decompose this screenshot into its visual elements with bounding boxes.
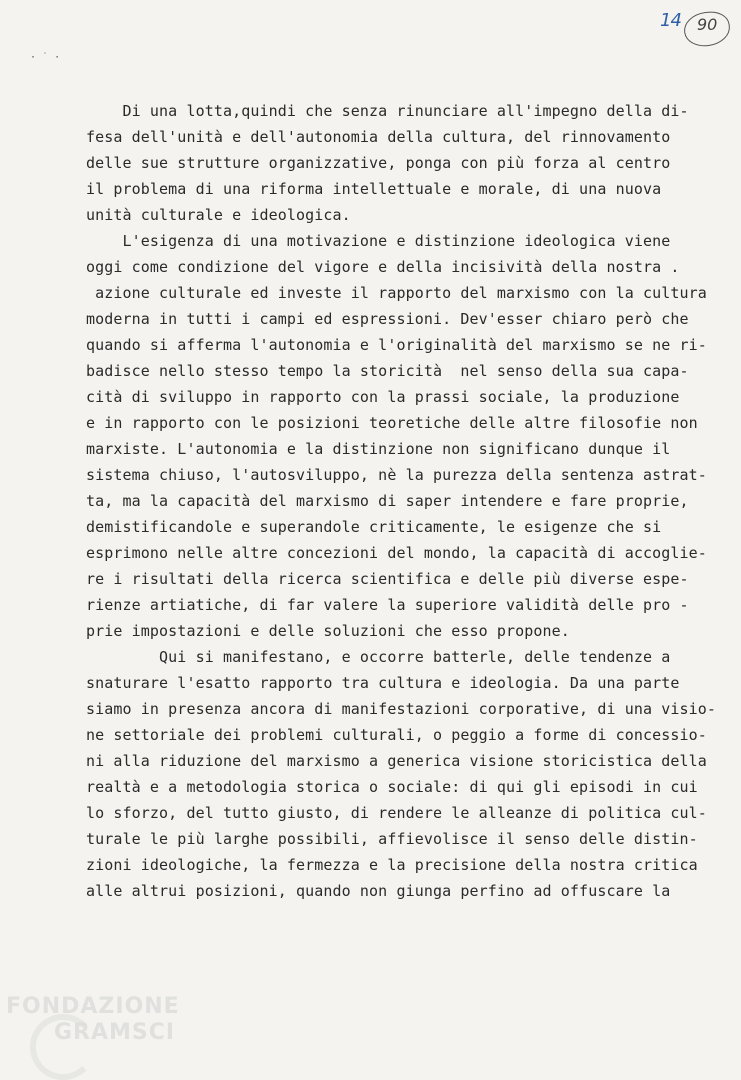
text-line-15: sistema chiuso, l'autosviluppo, nè la purezza della sentenza astrat- [86,466,707,484]
text-line-13: e in rapporto con le posizioni teoretiche delle altre filosofie non [86,414,698,432]
text-line-16: ta, ma la capacità del marxismo di saper intendere e fare proprie, [86,492,689,510]
text-line-27: realtà e a metodologia storica o sociale: di qui gli episodi in cui [86,778,698,796]
paper-specks: · ˙ · [30,52,61,63]
text-line-10: quando si afferma l'autonomia e l'originalità del marxismo se ne ri- [86,336,707,354]
text-line-30: zioni ideologiche, la fermezza e la precisione della nostra critica [86,856,698,874]
text-line-12: cità di sviluppo in rapporto con la prassi sociale, la produzione [86,388,680,406]
text-line-25: ne settoriale dei problemi culturali, o peggio a forme di concessio- [86,726,707,744]
text-line-28: lo sforzo, del tutto giusto, di rendere le alleanze di politica cul- [86,804,707,822]
text-line-20: rienze artiatiche, di far valere la superiore validità delle pro - [86,596,689,614]
text-line-18: esprimono nelle altre concezioni del mondo, la capacità di accoglie- [86,544,707,562]
text-line-8: azione culturale ed investe il rapporto del marxismo con la cultura [86,284,707,302]
typewritten-body [86,98,717,904]
text-line-6: L'esigenza di una motivazione e distinzione ideologica viene [86,232,671,250]
watermark-line-1: FONDAZIONE [6,994,180,1019]
text-line-14: marxiste. L'autonomia e la distinzione non significano dunque il [86,440,671,458]
watermark-line-2: GRAMSCI [54,1020,176,1045]
text-line-7: oggi come condizione del vigore e della incisività della nostra . [86,258,680,276]
watermark [6,994,180,1046]
text-line-2: fesa dell'unità e dell'autonomia della cultura, del rinnovamento [86,128,671,146]
text-line-29: turale le più larghe possibili, affievolisce il senso delle distin- [86,830,698,848]
text-line-21: prie impostazioni e delle soluzioni che esso propone. [86,622,570,640]
text-line-5: unità culturale e ideologica. [86,206,351,224]
text-line-24: siamo in presenza ancora di manifestazioni corporative, di una visio- [86,700,717,718]
text-line-4: il problema di una riforma intellettuale e morale, di una nuova [86,180,662,198]
text-line-17: demistificandole e superandole criticamente, le esigenze che si [86,518,662,536]
text-line-9: moderna in tutti i campi ed espressioni. Dev'esser chiaro però che [86,310,689,328]
archive-page-number: 14 [660,10,681,31]
archive-circled-number: 90 [697,15,718,34]
text-line-3: delle sue strutture organizzative, ponga con più forza al centro [86,154,671,172]
text-line-1: Di una lotta,quindi che senza rinunciare all'impegno della di- [86,102,689,120]
text-line-23: snaturare l'esatto rapporto tra cultura e ideologia. Da una parte [86,674,680,692]
text-line-11: badisce nello stesso tempo la storicità nel senso della sua capa- [86,362,689,380]
text-line-26: ni alla riduzione del marxismo a generica visione storicistica della [86,752,707,770]
text-line-22: Qui si manifestano, e occorre batterle, delle tendenze a [86,648,671,666]
text-line-31: alle altrui posizioni, quando non giunga perfino ad offuscare la [86,882,671,900]
text-line-19: re i risultati della ricerca scientifica e delle più diverse espe- [86,570,689,588]
